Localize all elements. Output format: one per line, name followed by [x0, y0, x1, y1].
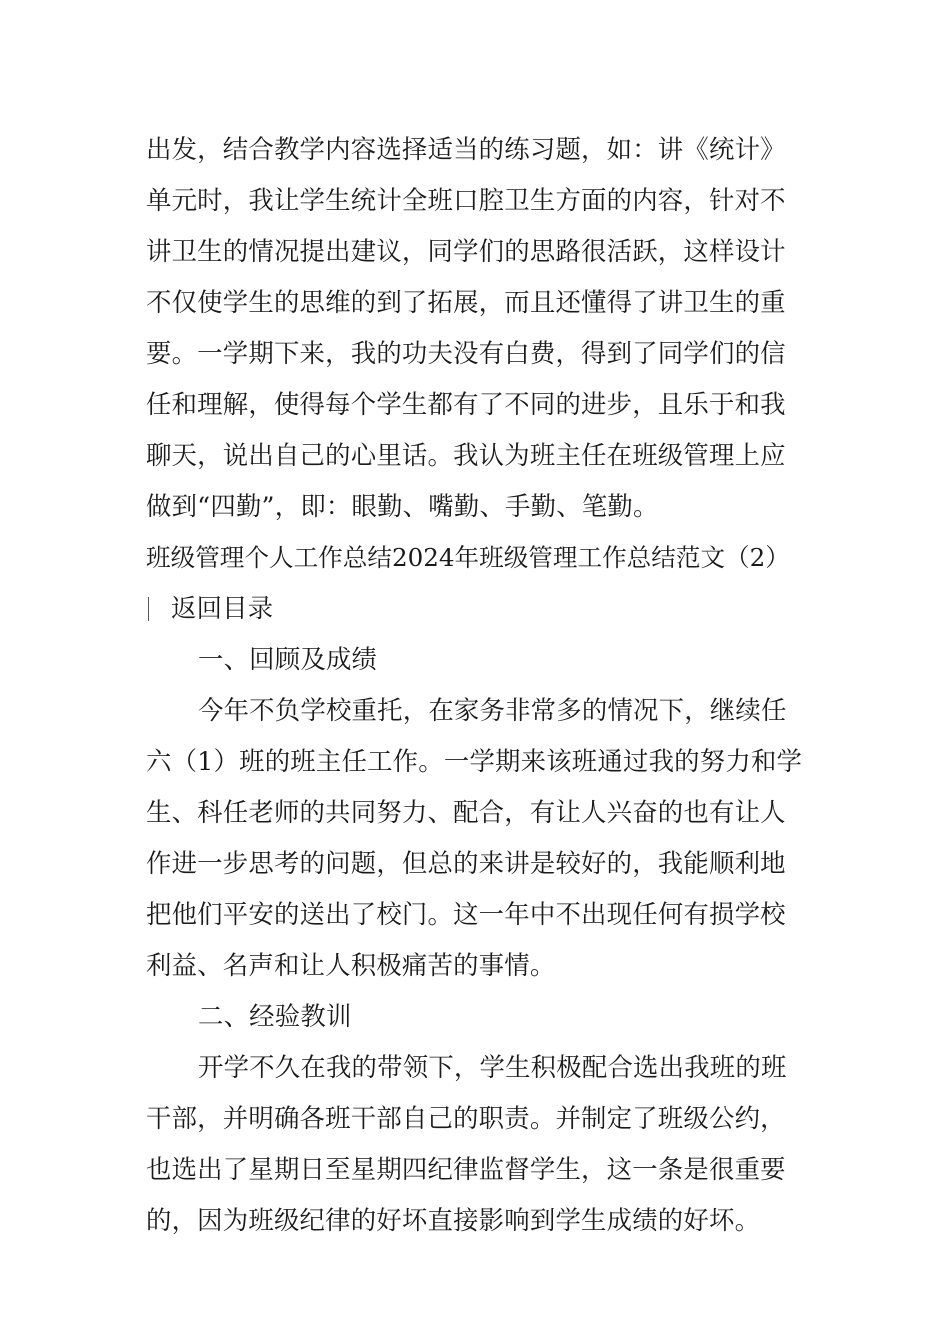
paragraph-line: 不仅使学生的思维的到了拓展，而且还懂得了讲卫生的重	[146, 287, 786, 317]
paragraph-line: 把他们平安的送出了校门。这一年中不出现任何有损学校	[146, 899, 786, 929]
paragraph-line: 开学不久在我的带领下，学生积极配合选出我班的班	[198, 1052, 787, 1082]
section-title: 二、经验教训	[198, 1001, 352, 1031]
paragraph-continued	[146, 124, 806, 532]
paragraph-line: 生、科任老师的共同努力、配合，有让人兴奋的也有让人	[146, 797, 786, 827]
paragraph-line: 今年不负学校重托，在家务非常多的情况下，继续任	[198, 695, 787, 725]
paragraph-line: 讲卫生的情况提出建议，同学们的思路很活跃，这样设计	[146, 236, 786, 266]
paragraph-line: 做到“四勤”，即：眼勤、嘴勤、手勤、笔勤。	[146, 491, 659, 521]
paragraph-line: 出发，结合教学内容选择适当的练习题，如：讲《统计》	[146, 134, 786, 164]
back-to-toc-link[interactable]: 返回目录	[171, 593, 274, 623]
paragraph-line: 要。一学期下来，我的功夫没有白费，得到了同学们的信	[146, 338, 786, 368]
paragraph-review	[146, 685, 806, 991]
paragraph-line: 作进一步思考的问题，但总的来讲是较好的，我能顺利地	[146, 848, 786, 878]
paragraph-line: 干部，并明确各班干部自己的职责。并制定了班级公约，	[146, 1103, 786, 1133]
paragraph-line: 聊天，说出自己的心里话。我认为班主任在班级管理上应	[146, 440, 786, 470]
paragraph-line: 单元时，我让学生统计全班口腔卫生方面的内容，针对不	[146, 185, 786, 215]
paragraph-line: 利益、名声和让人积极痛苦的事情。	[146, 950, 556, 980]
document-page	[146, 124, 806, 1246]
paragraph-lessons	[146, 1042, 806, 1246]
divider	[148, 597, 149, 621]
section-title: 一、回顾及成绩	[198, 644, 378, 674]
article-heading: 班级管理个人工作总结2024年班级管理工作总结范文（2）	[146, 543, 790, 572]
paragraph-line: 任和理解，使得每个学生都有了不同的进步，且乐于和我	[146, 389, 786, 419]
toc-link-row	[146, 583, 806, 634]
paragraph-line: 六（1）班的班主任工作。一学期来该班通过我的努力和学	[146, 746, 803, 776]
paragraph-line: 也选出了星期日至星期四纪律监督学生，这一条是很重要	[146, 1154, 786, 1184]
paragraph-line: 的，因为班级纪律的好坏直接影响到学生成绩的好坏。	[146, 1205, 761, 1235]
